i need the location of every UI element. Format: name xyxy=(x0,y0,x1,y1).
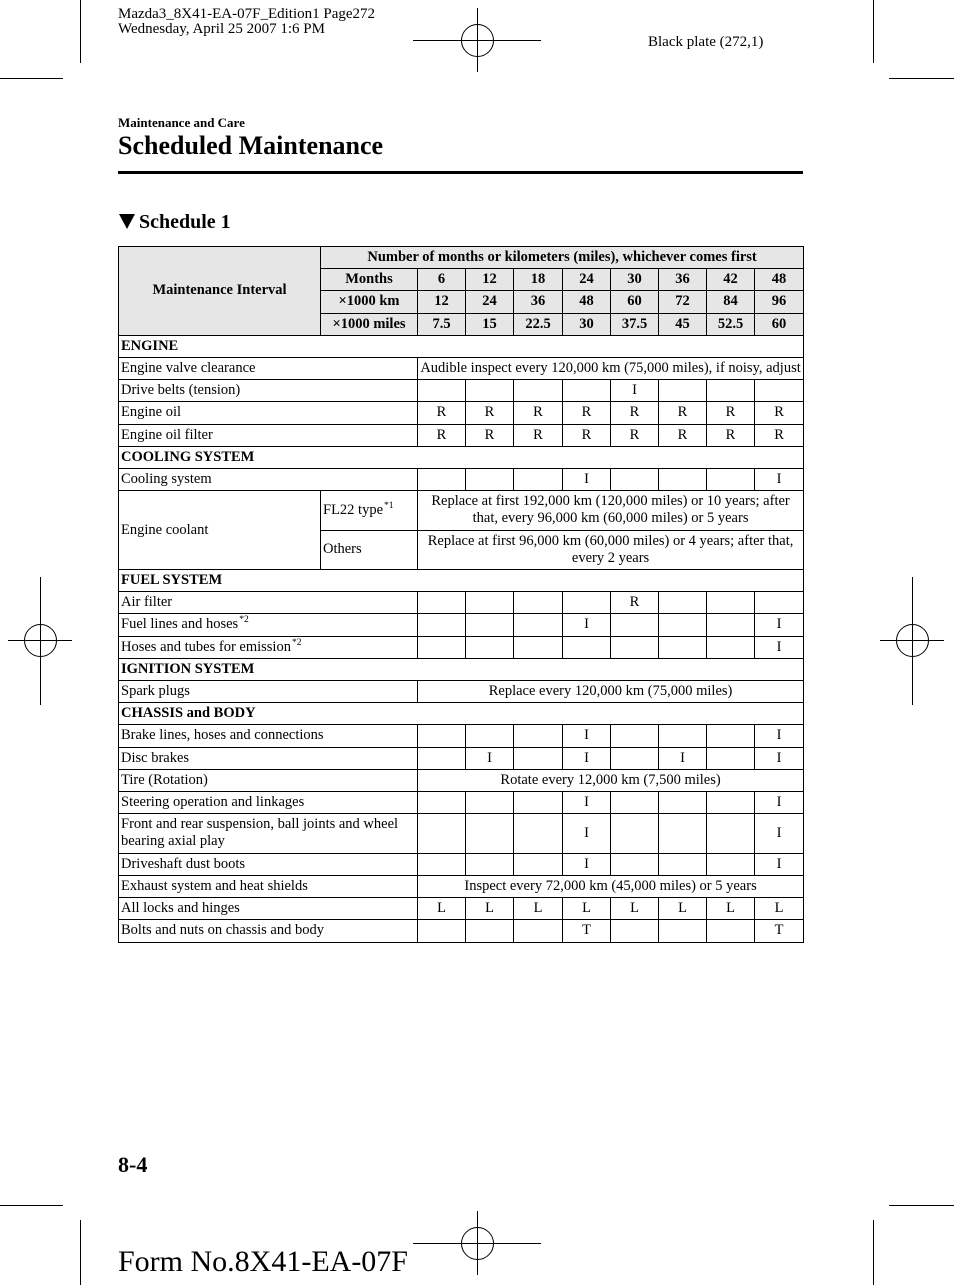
table-row xyxy=(119,491,804,530)
interval-mark xyxy=(611,636,659,658)
section-heading: FUEL SYSTEM xyxy=(119,570,804,592)
table-row xyxy=(119,747,804,769)
interval-mark: L xyxy=(514,898,563,920)
interval-mark: I xyxy=(755,636,804,658)
interval-mark xyxy=(755,380,804,402)
variant-label-text: Others xyxy=(323,541,362,558)
item-label-text: Engine valve clearance xyxy=(121,360,256,377)
interval-mark: I xyxy=(611,380,659,402)
interval-mark: R xyxy=(466,402,514,424)
interval-mark: R xyxy=(563,424,611,446)
item-label-text: Drive belts (tension) xyxy=(121,382,241,399)
registration-mark-top xyxy=(413,8,541,72)
interval-mark xyxy=(418,592,466,614)
table-row xyxy=(119,769,804,791)
interval-mark xyxy=(707,380,755,402)
table-row xyxy=(119,792,804,814)
interval-mark: L xyxy=(466,898,514,920)
interval-mark xyxy=(514,469,563,491)
interval-note: Replace every 120,000 km (75,000 miles) xyxy=(418,681,804,703)
variant-label-text: FL22 type xyxy=(323,501,384,518)
item-label xyxy=(119,358,418,380)
table-body xyxy=(119,335,804,942)
item-label xyxy=(119,725,418,747)
form-number: Form No.8X41-EA-07F xyxy=(118,1245,408,1278)
interval-mark: I xyxy=(563,853,611,875)
interval-mark xyxy=(611,614,659,636)
item-label-text: Driveshaft dust boots xyxy=(121,855,246,872)
interval-mark xyxy=(659,920,707,942)
schedule-title: Schedule 1 xyxy=(139,211,231,233)
interval-note: Replace at first 192,000 km (120,000 miles) or 10 years; after that, every 96,000 km (60,000 miles) or 5 years xyxy=(418,491,804,530)
section-heading-row xyxy=(119,658,804,680)
table-header-row xyxy=(119,247,804,269)
interval-mark: I xyxy=(659,747,707,769)
interval-unit-value: 60 xyxy=(611,291,659,313)
interval-mark: I xyxy=(755,853,804,875)
interval-unit-value: 96 xyxy=(755,291,804,313)
print-date-line: Wednesday, April 25 2007 1:6 PM xyxy=(118,20,325,37)
interval-unit-value: 24 xyxy=(563,269,611,291)
interval-mark: T xyxy=(563,920,611,942)
crop-mark-bottom-right xyxy=(874,1206,954,1285)
interval-mark xyxy=(707,747,755,769)
table-row xyxy=(119,681,804,703)
interval-mark xyxy=(514,747,563,769)
interval-unit-value: 7.5 xyxy=(418,313,466,335)
item-label-text: Engine coolant xyxy=(121,521,209,538)
interval-mark xyxy=(418,814,466,853)
section-heading: CHASSIS and BODY xyxy=(119,703,804,725)
interval-mark: T xyxy=(755,920,804,942)
interval-mark: I xyxy=(563,469,611,491)
interval-unit-value: 12 xyxy=(466,269,514,291)
interval-mark xyxy=(514,614,563,636)
interval-mark xyxy=(514,814,563,853)
interval-mark xyxy=(707,592,755,614)
interval-mark: L xyxy=(755,898,804,920)
interval-mark xyxy=(466,592,514,614)
interval-mark: I xyxy=(563,747,611,769)
section-heading-row xyxy=(119,570,804,592)
item-label-text: Brake lines, hoses and connections xyxy=(121,727,324,744)
footnote-ref: *1 xyxy=(384,500,394,511)
interval-mark xyxy=(611,747,659,769)
interval-mark xyxy=(659,380,707,402)
table-row xyxy=(119,636,804,658)
interval-mark: R xyxy=(707,424,755,446)
section-heading-row xyxy=(119,703,804,725)
interval-unit-value: 36 xyxy=(514,291,563,313)
interval-mark xyxy=(707,920,755,942)
crop-mark-top-left xyxy=(0,0,81,79)
table-row xyxy=(119,725,804,747)
interval-mark xyxy=(659,814,707,853)
item-label xyxy=(119,491,321,570)
interval-mark xyxy=(707,614,755,636)
interval-mark xyxy=(466,380,514,402)
item-label xyxy=(119,636,418,658)
interval-mark xyxy=(707,853,755,875)
variant-label xyxy=(321,491,418,530)
crop-mark-bottom-left xyxy=(0,1206,81,1285)
item-label xyxy=(119,898,418,920)
interval-mark xyxy=(418,614,466,636)
interval-unit-value: 48 xyxy=(563,291,611,313)
item-label xyxy=(119,614,418,636)
interval-mark xyxy=(659,592,707,614)
interval-unit-value: 15 xyxy=(466,313,514,335)
interval-mark xyxy=(659,792,707,814)
section-heading: IGNITION SYSTEM xyxy=(119,658,804,680)
item-label-text: Spark plugs xyxy=(121,683,190,700)
item-label-text: Cooling system xyxy=(121,471,212,488)
item-label xyxy=(119,380,418,402)
interval-mark: R xyxy=(611,592,659,614)
interval-note: Replace at first 96,000 km (60,000 miles) or 4 years; after that, every 2 years xyxy=(418,530,804,569)
interval-mark xyxy=(707,814,755,853)
interval-mark: R xyxy=(418,424,466,446)
interval-mark xyxy=(659,469,707,491)
item-label xyxy=(119,920,418,942)
interval-mark xyxy=(659,853,707,875)
interval-span-header: Number of months or kilometers (miles), whichever comes first xyxy=(321,247,804,269)
interval-unit-value: 30 xyxy=(611,269,659,291)
interval-mark xyxy=(418,636,466,658)
interval-mark xyxy=(466,469,514,491)
interval-mark xyxy=(466,920,514,942)
table-header xyxy=(119,247,804,336)
interval-mark: I xyxy=(755,725,804,747)
interval-mark: R xyxy=(755,402,804,424)
interval-mark xyxy=(418,469,466,491)
interval-mark xyxy=(659,725,707,747)
interval-mark: I xyxy=(563,814,611,853)
item-label-text: Disc brakes xyxy=(121,749,190,766)
interval-mark xyxy=(466,853,514,875)
interval-mark: R xyxy=(611,424,659,446)
interval-unit-value: 60 xyxy=(755,313,804,335)
item-label xyxy=(119,814,418,853)
interval-mark xyxy=(563,636,611,658)
interval-mark xyxy=(611,853,659,875)
print-header xyxy=(118,7,375,36)
interval-unit-value: 24 xyxy=(466,291,514,313)
interval-mark xyxy=(514,725,563,747)
interval-mark: I xyxy=(466,747,514,769)
item-label-text: Engine oil filter xyxy=(121,426,213,443)
item-label xyxy=(119,402,418,424)
interval-mark xyxy=(514,636,563,658)
interval-mark xyxy=(563,592,611,614)
interval-mark: R xyxy=(707,402,755,424)
interval-unit-value: 48 xyxy=(755,269,804,291)
item-label-text: Steering operation and linkages xyxy=(121,794,305,811)
item-label xyxy=(119,853,418,875)
item-label xyxy=(119,681,418,703)
table-row xyxy=(119,358,804,380)
interval-unit-value: 36 xyxy=(659,269,707,291)
interval-mark xyxy=(466,725,514,747)
section-heading: ENGINE xyxy=(119,335,804,357)
interval-mark: L xyxy=(611,898,659,920)
interval-mark: R xyxy=(755,424,804,446)
interval-mark: R xyxy=(659,424,707,446)
interval-mark xyxy=(466,814,514,853)
maintenance-schedule-table xyxy=(118,246,804,943)
item-label xyxy=(119,769,418,791)
interval-mark xyxy=(418,792,466,814)
table-row xyxy=(119,592,804,614)
interval-unit-label: Months xyxy=(321,269,418,291)
interval-unit-label: ×1000 km xyxy=(321,291,418,313)
interval-mark xyxy=(514,920,563,942)
table-row xyxy=(119,898,804,920)
item-label-text: Engine oil xyxy=(121,404,182,421)
registration-mark-bottom xyxy=(413,1211,541,1275)
interval-unit-label: ×1000 miles xyxy=(321,313,418,335)
interval-mark: L xyxy=(707,898,755,920)
interval-mark xyxy=(514,592,563,614)
schedule-heading xyxy=(118,212,231,232)
item-label-text: Exhaust system and heat shields xyxy=(121,877,308,894)
interval-mark xyxy=(611,469,659,491)
interval-mark xyxy=(418,725,466,747)
interval-mark: I xyxy=(563,614,611,636)
interval-mark: L xyxy=(418,898,466,920)
interval-mark xyxy=(611,920,659,942)
print-file-line: Mazda3_8X41-EA-07F_Edition1 Page272 xyxy=(118,6,376,22)
item-label-text: All locks and hinges xyxy=(121,900,240,917)
footnote-ref: *2 xyxy=(239,615,249,626)
interval-mark: I xyxy=(755,614,804,636)
interval-mark xyxy=(418,747,466,769)
interval-unit-value: 52.5 xyxy=(707,313,755,335)
interval-mark xyxy=(755,592,804,614)
item-label-text: Air filter xyxy=(121,594,173,611)
interval-mark xyxy=(418,853,466,875)
interval-mark: R xyxy=(466,424,514,446)
interval-unit-value: 42 xyxy=(707,269,755,291)
registration-mark-right xyxy=(880,577,944,705)
interval-mark: I xyxy=(563,792,611,814)
interval-unit-value: 84 xyxy=(707,291,755,313)
interval-unit-value: 45 xyxy=(659,313,707,335)
item-label-text: Fuel lines and hoses xyxy=(121,616,239,633)
interval-mark: R xyxy=(514,424,563,446)
interval-note: Audible inspect every 120,000 km (75,000 miles), if noisy, adjust xyxy=(418,358,804,380)
interval-mark: R xyxy=(418,402,466,424)
item-label xyxy=(119,469,418,491)
interval-mark: I xyxy=(755,792,804,814)
interval-mark: I xyxy=(755,814,804,853)
interval-mark: R xyxy=(514,402,563,424)
section-heading-row xyxy=(119,446,804,468)
table-row xyxy=(119,814,804,853)
interval-mark: R xyxy=(659,402,707,424)
variant-label xyxy=(321,530,418,569)
crop-mark-top-right xyxy=(874,0,954,79)
title-rule xyxy=(118,171,803,174)
registration-mark-left xyxy=(8,577,72,705)
table-row xyxy=(119,380,804,402)
print-plate-label: Black plate (272,1) xyxy=(648,34,764,50)
interval-mark xyxy=(611,814,659,853)
interval-mark xyxy=(707,469,755,491)
interval-mark xyxy=(514,380,563,402)
interval-unit-value: 30 xyxy=(563,313,611,335)
item-label xyxy=(119,747,418,769)
interval-unit-value: 6 xyxy=(418,269,466,291)
interval-unit-value: 37.5 xyxy=(611,313,659,335)
interval-mark xyxy=(466,636,514,658)
interval-note: Inspect every 72,000 km (45,000 miles) or 5 years xyxy=(418,875,804,897)
item-label xyxy=(119,875,418,897)
interval-mark xyxy=(611,792,659,814)
interval-unit-value: 22.5 xyxy=(514,313,563,335)
interval-mark: R xyxy=(611,402,659,424)
triangle-down-icon xyxy=(119,214,135,229)
interval-mark xyxy=(466,792,514,814)
interval-mark xyxy=(514,853,563,875)
interval-mark: I xyxy=(755,747,804,769)
interval-mark xyxy=(659,614,707,636)
item-label xyxy=(119,592,418,614)
interval-mark: I xyxy=(563,725,611,747)
interval-unit-value: 72 xyxy=(659,291,707,313)
interval-mark xyxy=(707,792,755,814)
interval-mark xyxy=(418,920,466,942)
interval-mark: I xyxy=(755,469,804,491)
interval-mark xyxy=(418,380,466,402)
interval-mark xyxy=(707,725,755,747)
interval-unit-value: 18 xyxy=(514,269,563,291)
interval-mark: L xyxy=(659,898,707,920)
table-row xyxy=(119,875,804,897)
item-label-text: Front and rear suspension, ball joints and wheel bearing axial play xyxy=(121,816,399,850)
page-title: Scheduled Maintenance xyxy=(118,131,384,160)
interval-mark: L xyxy=(563,898,611,920)
table-row xyxy=(119,424,804,446)
interval-mark xyxy=(659,636,707,658)
item-label xyxy=(119,792,418,814)
interval-mark: R xyxy=(563,402,611,424)
item-label-text: Hoses and tubes for emission xyxy=(121,638,291,655)
item-label-text: Tire (Rotation) xyxy=(121,771,208,788)
interval-mark xyxy=(707,636,755,658)
table-row xyxy=(119,853,804,875)
item-label xyxy=(119,424,418,446)
section-label: Maintenance and Care xyxy=(118,115,245,130)
interval-mark xyxy=(466,614,514,636)
table-row xyxy=(119,402,804,424)
interval-mark xyxy=(611,725,659,747)
interval-unit-value: 12 xyxy=(418,291,466,313)
interval-mark xyxy=(563,380,611,402)
interval-note: Rotate every 12,000 km (7,500 miles) xyxy=(418,769,804,791)
table-row xyxy=(119,614,804,636)
maintenance-interval-header: Maintenance Interval xyxy=(119,247,321,336)
interval-mark xyxy=(514,792,563,814)
page-number: 8-4 xyxy=(118,1152,148,1177)
item-label-text: Bolts and nuts on chassis and body xyxy=(121,922,324,939)
table-row xyxy=(119,469,804,491)
section-heading-row xyxy=(119,335,804,357)
section-heading: COOLING SYSTEM xyxy=(119,446,804,468)
table-row xyxy=(119,920,804,942)
footnote-ref: *2 xyxy=(291,637,302,648)
